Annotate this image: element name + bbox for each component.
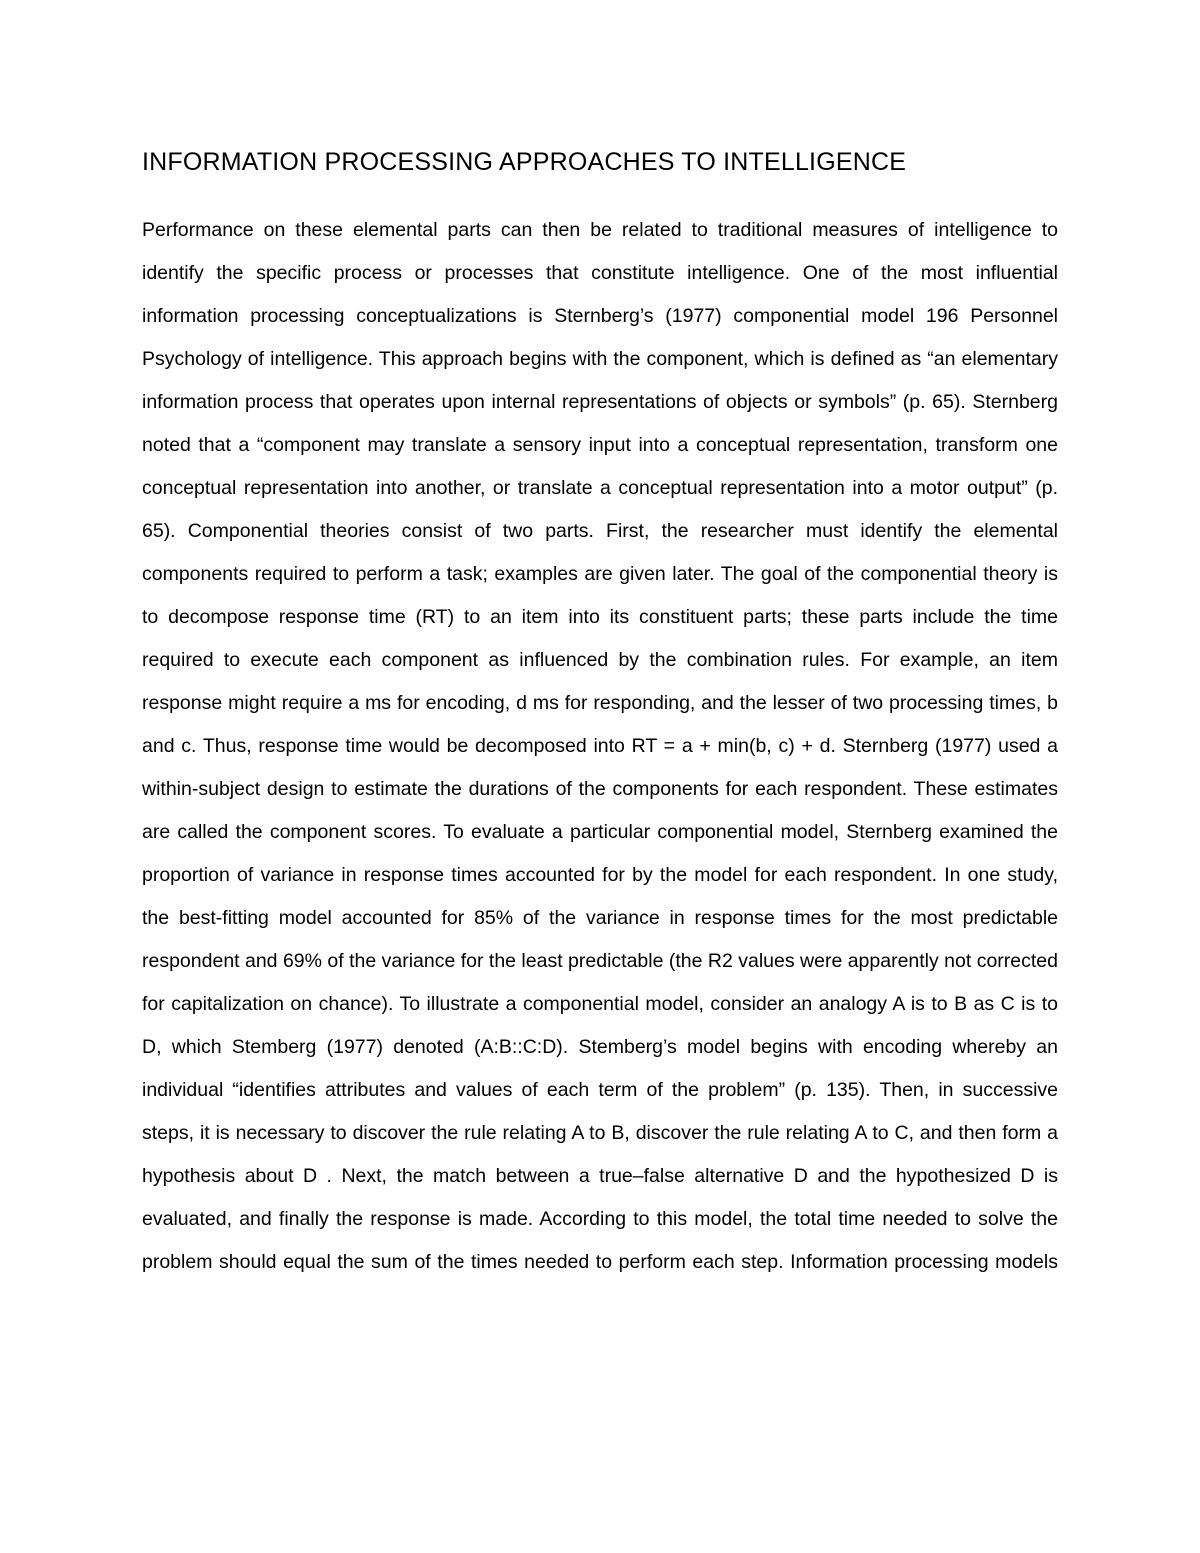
body-paragraph: Performance on these elemental parts can then be related to traditional measures of intelligence to identify the specific process or processes that constitute intelligence. One of the most influential information processing conceptualizations is Sternberg’s (1977) componential model 196 Personnel Psychology of intelligence. This approach begins with the component, which is defined as “an elementary information process that operates upon internal representations of objects or symbols” (p. 65). Sternberg noted that a “component may translate a sensory input into a conceptual representation, transform one conceptual representation into another, or translate a conceptual representation into a motor output” (p. 65). Componential theories consist of two parts. First, the researcher must identify the elemental components required to perform a task; examples are given later. The goal of the componential theory is to decompose response time (RT) to an item into its constituent parts; these parts include the time required to execute each component as influenced by the combination rules. For example, an item response might require a ms for encoding, d ms for responding, and the lesser of two processing times, b and c. Thus, response time would be decomposed into RT = a + min(b, c) + d. Sternberg (1977) used a within-subject design to estimate the durations of the components for each respondent. These estimates are called the component scores. To evaluate a particular componential model, Sternberg examined the proportion of variance in response times accounted for by the model for each respondent. In one study, the best-fitting model accounted for 85% of the variance in response times for the most predictable respondent and 69% of the variance for the least predictable (the R2 values were apparently not corrected for capitalization on chance). To illustrate a componential model, consider an analogy A is to B as C is to D, which Stemberg (1977) denoted (A:B::C:D). Stemberg’s model begins with encoding whereby an individual “identifies attributes and values of each term of the problem” (p. 135). Then, in successive steps, it is necessary to discover the rule relating A to B, discover the rule relating A to C, and then form a hypothesis about D . Next, the match between a true–false alternative D and the hypothesized D is evaluated, and finally the response is made. According to this model, the total time needed to solve the problem should equal the sum of the times needed to perform each step. Information processing models bbox=[142, 219, 1058, 1273]
document-title: INFORMATION PROCESSING APPROACHES TO INTELLIGENCE bbox=[142, 148, 907, 176]
